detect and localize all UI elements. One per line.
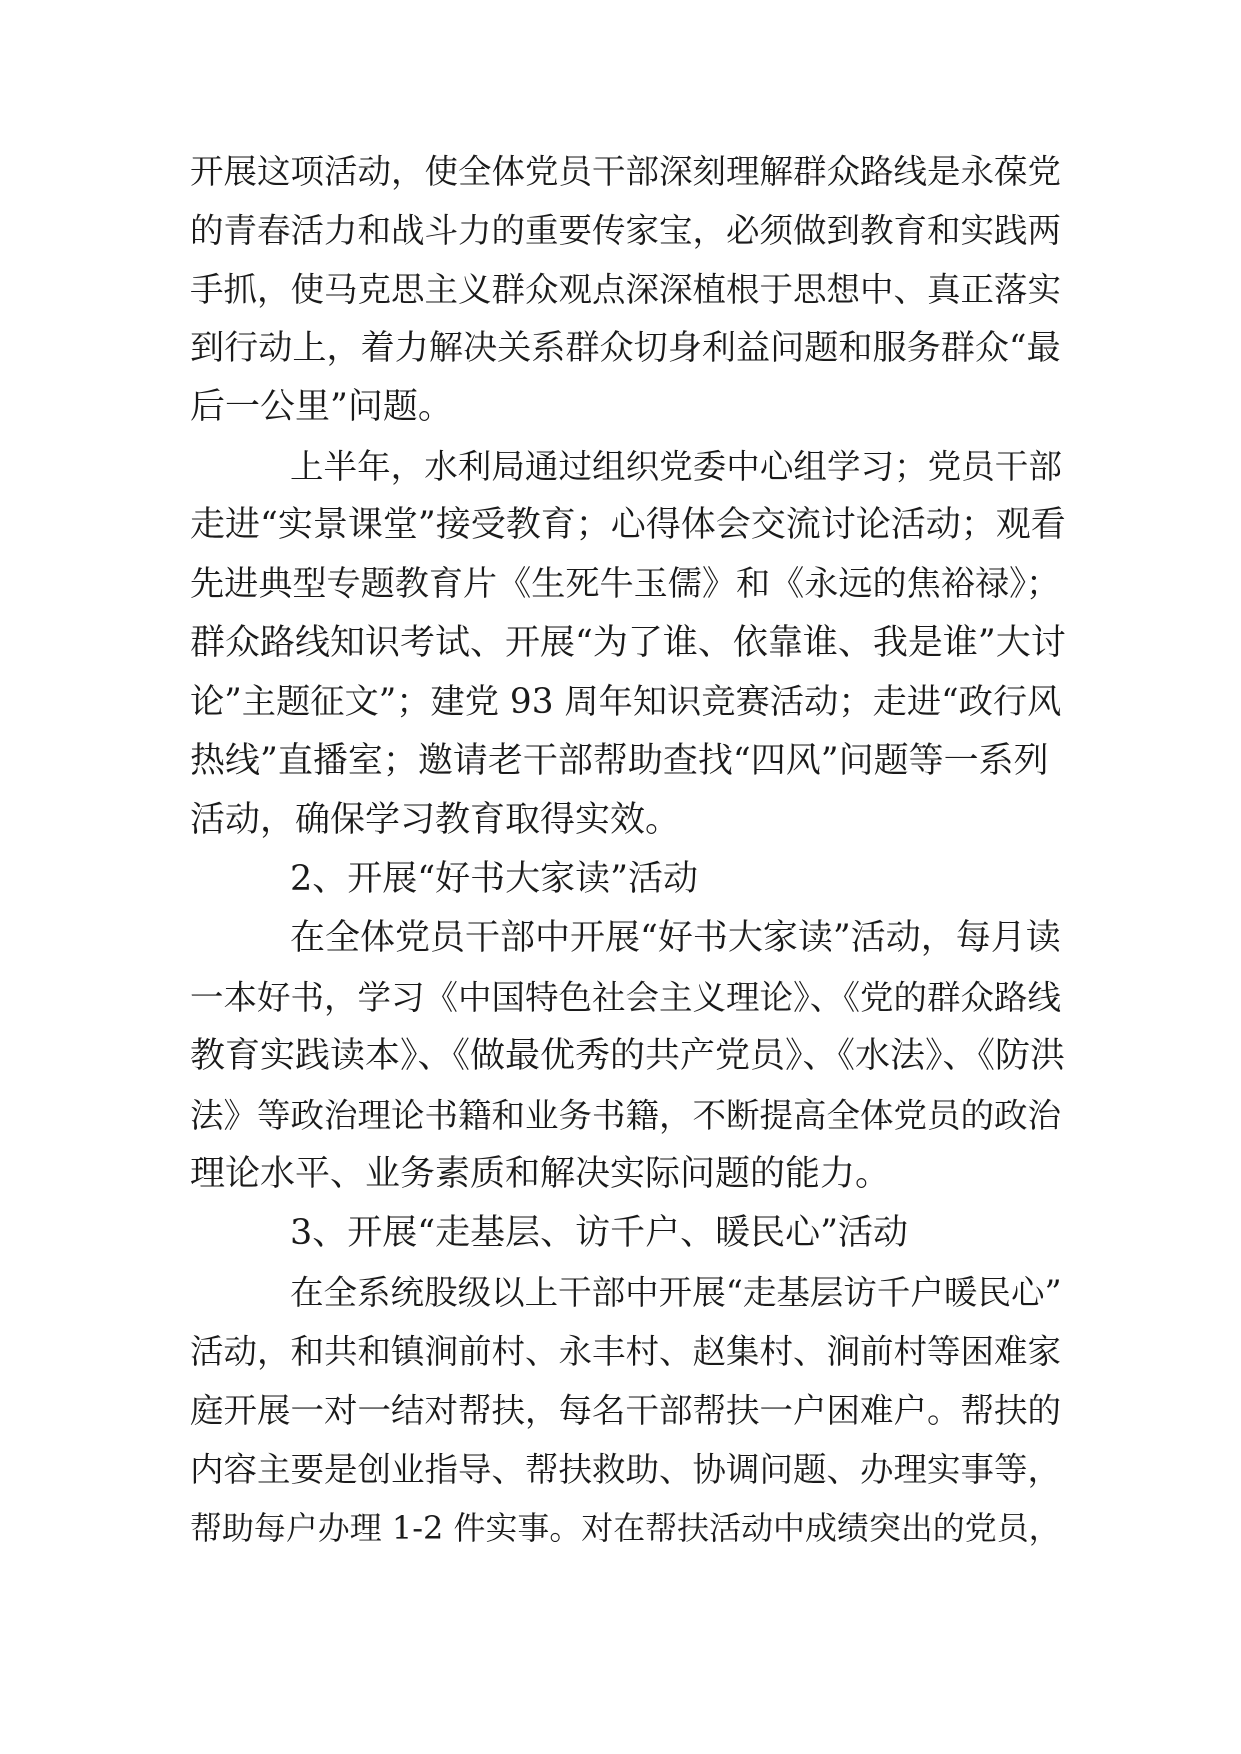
text-line: 群众路线知识考试、开展“为了谁、依靠谁、我是谁”大讨	[190, 623, 1066, 663]
text-line: 活动，和共和镇涧前村、永丰村、赵集村、涧前村等困难家	[190, 1332, 1061, 1371]
text-line: 理论水平、业务素质和解决实际问题的能力。	[190, 1154, 891, 1194]
text-line: 热线”直播室；邀请老干部帮助查找“四风”问题等一系列	[190, 741, 1049, 781]
paragraph-start-line: 在全体党员干部中开展“好书大家读”活动，每月读	[290, 918, 1061, 958]
text-line: 到行动上，着力解决关系群众切身利益问题和服务群众“最	[190, 328, 1061, 368]
text-line: 后一公里”问题。	[190, 387, 453, 427]
text-line: 论”主题征文”；建党 93 周年知识竞赛活动；走进“政行风	[190, 682, 1062, 722]
section-heading: 3、开展“走基层、访千户、暖民心”活动	[290, 1213, 909, 1253]
paragraph-start-line: 在全系统股级以上干部中开展“走基层访千户暖民心”	[290, 1273, 1062, 1312]
paragraph-start-line: 上半年，水利局通过组织党委中心组学习；党员干部	[290, 447, 1062, 486]
text-line: 教育实践读本》、《做最优秀的共产党员》、《水法》、《防洪	[190, 1036, 1066, 1076]
text-line: 开展这项活动，使全体党员干部深刻理解群众路线是永葆党	[190, 152, 1061, 191]
text-line: 帮助每户办理 1-2 件实事。对在帮扶活动中成绩突出的党员，	[190, 1509, 1061, 1547]
text-line: 内容主要是创业指导、帮扶救助、协调问题、办理实事等，	[190, 1450, 1061, 1489]
text-line: 先进典型专题教育片《生死牛玉儒》和《永远的焦裕禄》；	[190, 564, 1061, 604]
document-body	[190, 142, 1070, 1558]
text-line: 活动，确保学习教育取得实效。	[190, 800, 681, 840]
text-line: 手抓，使马克思主义群众观点深深植根于思想中、真正落实	[190, 270, 1061, 309]
text-line: 庭开展一对一结对帮扶，每名干部帮扶一户困难户。帮扶的	[190, 1391, 1061, 1430]
text-line: 的青春活力和战斗力的重要传家宝，必须做到教育和实践两	[190, 211, 1061, 250]
text-line: 一本好书，学习《中国特色社会主义理论》、《党的群众路线	[190, 978, 1061, 1017]
text-line: 走进“实景课堂”接受教育；心得体会交流讨论活动；观看	[190, 505, 1066, 545]
text-line: 法》等政治理论书籍和业务书籍，不断提高全体党员的政治	[190, 1096, 1061, 1135]
section-heading: 2、开展“好书大家读”活动	[290, 859, 699, 899]
